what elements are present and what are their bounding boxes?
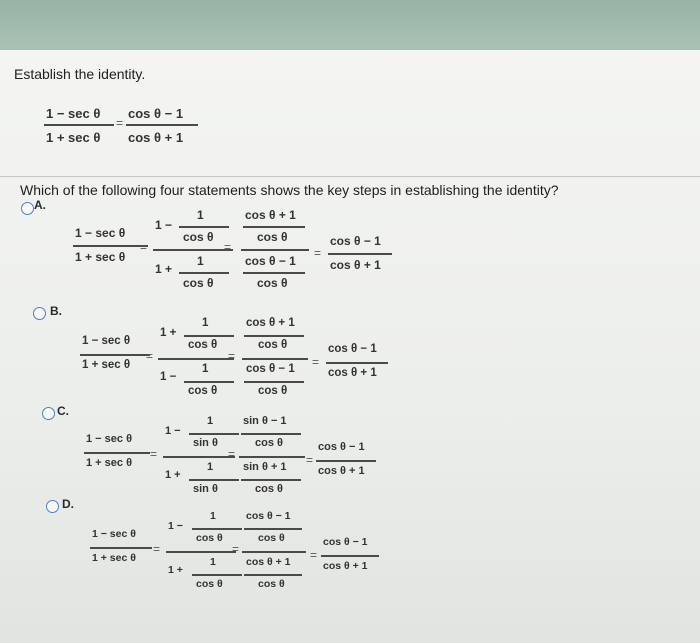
fraction-bar <box>241 479 301 481</box>
radio-button[interactable] <box>46 500 59 513</box>
main-fraction-bar <box>153 249 233 251</box>
main-fraction-bar <box>242 358 308 360</box>
fraction-bar <box>80 354 150 356</box>
complex-bottom-denominator: cos θ <box>183 276 214 290</box>
fraction-bar <box>179 272 229 274</box>
complex-top-prefix: 1 − <box>168 520 183 532</box>
main-fraction-bar <box>242 551 306 553</box>
fraction-bar <box>316 460 376 462</box>
simplified-top-denominator: cos θ <box>258 339 288 351</box>
fraction-bar <box>189 433 239 435</box>
complex-top-numerator: 1 <box>202 317 209 329</box>
fraction-bar <box>321 555 379 557</box>
option-label[interactable]: B. <box>50 304 62 318</box>
simplified-bottom-numerator: cos θ + 1 <box>246 556 291 568</box>
top-banner <box>0 0 700 50</box>
radio-button[interactable] <box>42 407 55 420</box>
complex-bottom-denominator: sin θ <box>193 483 218 495</box>
radio-button[interactable] <box>33 307 46 320</box>
option-label[interactable]: A. <box>34 198 46 212</box>
complex-bottom-prefix: 1 + <box>155 262 173 276</box>
complex-top-numerator: 1 <box>197 208 204 222</box>
simplified-bottom-numerator: cos θ − 1 <box>245 254 296 268</box>
complex-top-denominator: cos θ <box>196 532 223 544</box>
equals-sign: = <box>224 240 232 254</box>
fraction-bar <box>184 335 234 337</box>
complex-top-prefix: 1 − <box>155 218 173 232</box>
complex-bottom-prefix: 1 + <box>165 469 181 481</box>
option-label[interactable]: D. <box>62 497 74 511</box>
simplified-bottom-denominator: cos θ <box>255 483 283 495</box>
simplified-bottom-denominator: cos θ <box>258 385 288 397</box>
option-lhs-denominator: 1 + sec θ <box>82 359 131 371</box>
identity-lhs-numerator: 1 − sec θ <box>46 106 101 121</box>
main-fraction-bar <box>158 358 234 360</box>
result-denominator: cos θ + 1 <box>318 465 365 477</box>
equals-sign: = <box>153 542 161 556</box>
equals-sign: = <box>146 349 154 363</box>
result-denominator: cos θ + 1 <box>323 560 368 572</box>
complex-bottom-denominator: cos θ <box>196 578 223 590</box>
option-lhs-denominator: 1 + sec θ <box>92 552 136 564</box>
complex-bottom-prefix: 1 + <box>168 564 183 576</box>
radio-button[interactable] <box>21 202 34 215</box>
complex-bottom-denominator: cos θ <box>188 385 218 397</box>
option-label[interactable]: C. <box>57 404 69 418</box>
equals-sign: = <box>228 447 236 461</box>
complex-bottom-prefix: 1 − <box>160 371 177 383</box>
simplified-top-denominator: cos θ <box>258 532 285 544</box>
complex-top-denominator: cos θ <box>183 230 214 244</box>
result-denominator: cos θ + 1 <box>330 258 381 272</box>
option-lhs-numerator: 1 − sec θ <box>86 433 133 445</box>
equals-sign: = <box>232 542 240 556</box>
simplified-top-numerator: cos θ + 1 <box>245 208 296 222</box>
identity-lhs-denominator: 1 + sec θ <box>46 130 101 145</box>
equals-sign: = <box>312 355 320 369</box>
fraction-bar <box>192 528 242 530</box>
option-lhs-numerator: 1 − sec θ <box>82 335 131 347</box>
fraction-bar <box>84 452 150 454</box>
main-fraction-bar <box>163 456 235 458</box>
fraction-bar <box>244 335 304 337</box>
fraction-bar <box>189 479 239 481</box>
result-denominator: cos θ + 1 <box>328 367 377 379</box>
fraction-bar <box>179 226 229 228</box>
fraction-bar <box>244 528 302 530</box>
complex-bottom-numerator: 1 <box>210 556 216 568</box>
option-lhs-denominator: 1 + sec θ <box>86 457 133 469</box>
fraction-bar <box>184 381 234 383</box>
result-numerator: cos θ − 1 <box>318 441 365 453</box>
main-fraction-bar <box>241 249 309 251</box>
complex-top-prefix: 1 − <box>165 425 181 437</box>
equals-sign: = <box>228 349 236 363</box>
equals-sign: = <box>306 453 314 467</box>
option-lhs-numerator: 1 − sec θ <box>92 528 136 540</box>
fraction-bar <box>244 574 302 576</box>
simplified-top-numerator: cos θ − 1 <box>246 510 291 522</box>
simplified-bottom-denominator: cos θ <box>257 276 288 290</box>
equals-sign: = <box>310 548 318 562</box>
result-numerator: cos θ − 1 <box>323 536 368 548</box>
complex-top-numerator: 1 <box>207 415 214 427</box>
complex-top-prefix: 1 + <box>160 327 177 339</box>
main-fraction-bar <box>166 551 236 553</box>
equals-sign: = <box>140 240 148 254</box>
result-numerator: cos θ − 1 <box>330 234 381 248</box>
complex-top-denominator: sin θ <box>193 437 218 449</box>
fraction-bar <box>241 433 301 435</box>
fraction-bar <box>326 362 388 364</box>
simplified-top-denominator: cos θ <box>255 437 283 449</box>
fraction-bar <box>90 547 152 549</box>
divider <box>0 176 700 177</box>
option-lhs-numerator: 1 − sec θ <box>75 226 126 240</box>
equals-sign: = <box>116 116 124 130</box>
simplified-bottom-numerator: cos θ − 1 <box>246 363 295 375</box>
identity-rhs-numerator: cos θ − 1 <box>128 106 184 121</box>
fraction-bar <box>44 124 114 126</box>
complex-bottom-numerator: 1 <box>202 363 209 375</box>
fraction-bar <box>328 253 392 255</box>
complex-top-numerator: 1 <box>210 510 216 522</box>
simplified-bottom-denominator: cos θ <box>258 578 285 590</box>
question-text: Which of the following four statements shows the key steps in establishing the identity? <box>20 182 559 198</box>
simplified-top-denominator: cos θ <box>257 230 288 244</box>
complex-bottom-numerator: 1 <box>197 254 204 268</box>
equals-sign: = <box>150 447 158 461</box>
complex-top-denominator: cos θ <box>188 339 218 351</box>
identity-rhs-denominator: cos θ + 1 <box>128 130 184 145</box>
fraction-bar <box>192 574 242 576</box>
fraction-bar <box>126 124 198 126</box>
fraction-bar <box>244 381 304 383</box>
fraction-bar <box>243 226 305 228</box>
simplified-top-numerator: sin θ − 1 <box>243 415 287 427</box>
simplified-top-numerator: cos θ + 1 <box>246 317 295 329</box>
main-fraction-bar <box>239 456 305 458</box>
option-lhs-denominator: 1 + sec θ <box>75 250 126 264</box>
fraction-bar <box>73 245 148 247</box>
equals-sign: = <box>314 246 322 260</box>
fraction-bar <box>243 272 305 274</box>
simplified-bottom-numerator: sin θ + 1 <box>243 461 287 473</box>
result-numerator: cos θ − 1 <box>328 343 377 355</box>
page-title: Establish the identity. <box>14 66 146 82</box>
complex-bottom-numerator: 1 <box>207 461 214 473</box>
